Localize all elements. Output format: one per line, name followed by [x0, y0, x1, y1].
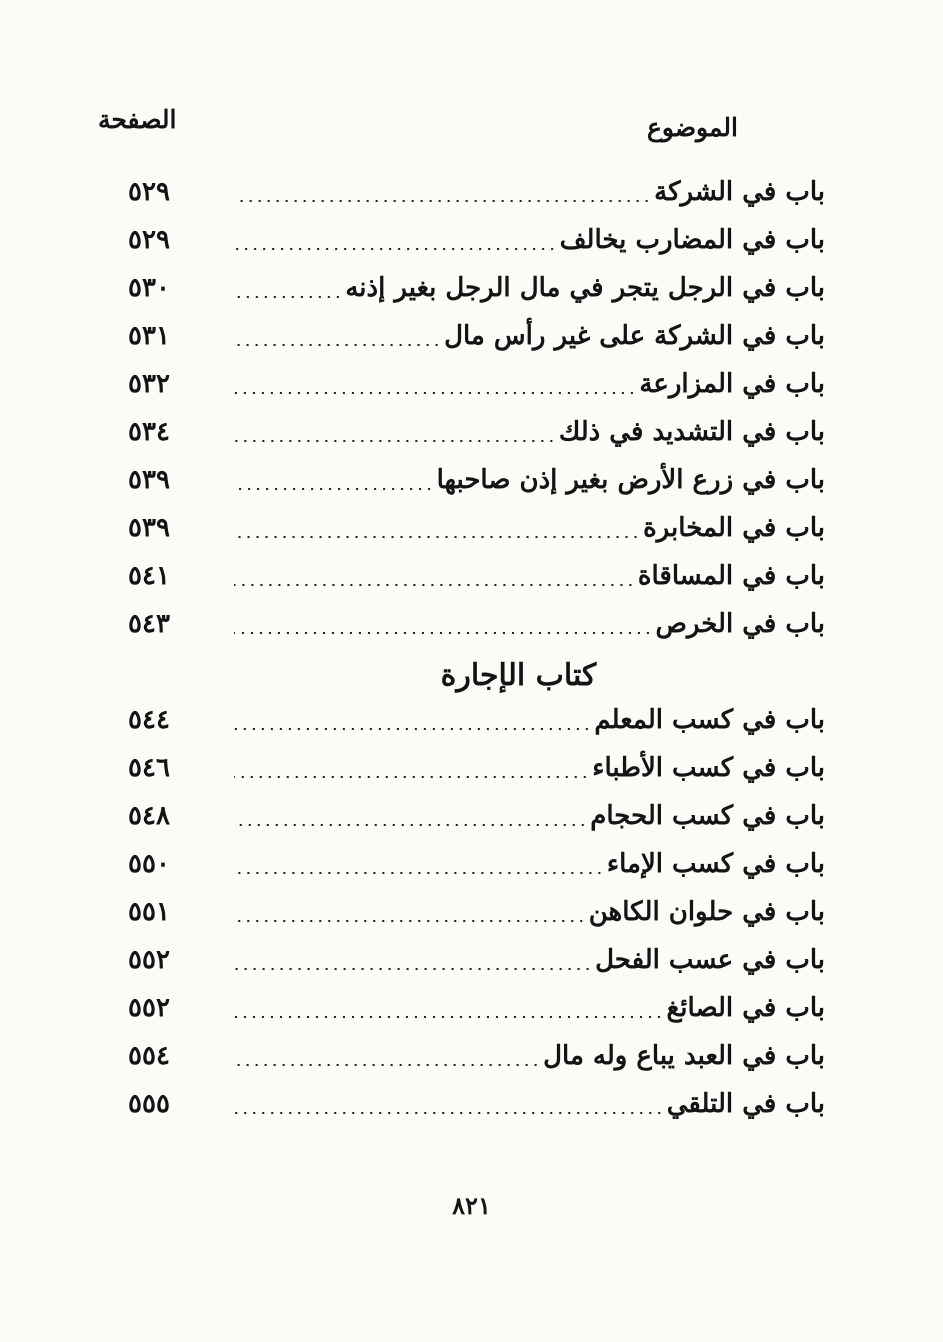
entry-title: باب في التشديد في ذلك	[558, 417, 825, 447]
dot-leader	[234, 920, 586, 922]
entry-title: باب في عسب الفحل	[595, 945, 825, 975]
toc-entry[interactable]	[0, 172, 943, 212]
section-heading-text: كتاب الإجارة	[440, 658, 597, 693]
entry-page-number: ٥٢٩	[128, 225, 170, 255]
entry-page-number: ٥٢٩	[128, 177, 170, 207]
page-number: ٨٢١	[452, 1191, 491, 1220]
section-heading	[0, 654, 943, 698]
entry-page-number: ٥٤٦	[128, 753, 170, 783]
entry-title: باب في التلقي	[666, 1089, 825, 1119]
entry-title: باب في المساقاة	[637, 561, 825, 591]
entry-page-number: ٥٥١	[128, 897, 170, 927]
dot-leader	[234, 584, 635, 586]
entry-page-number: ٥٣٤	[128, 417, 170, 447]
entry-page-number: ٥٥٤	[128, 1041, 170, 1071]
entry-title: باب في الشركة على غير رأس مال	[444, 321, 825, 351]
entry-title: باب في زرع الأرض بغير إذن صاحبها	[436, 465, 825, 495]
entry-page-number: ٥٣٩	[128, 465, 170, 495]
dot-leader	[234, 440, 556, 442]
entry-title: باب في العبد يباع وله مال	[543, 1041, 825, 1071]
entry-page-number: ٥٣١	[128, 321, 170, 351]
toc-entry[interactable]	[0, 460, 943, 500]
toc-entry[interactable]	[0, 1036, 943, 1076]
dot-leader	[234, 536, 640, 538]
page-column-header: الصفحة	[98, 105, 177, 134]
entry-page-number: ٥٥٢	[128, 993, 170, 1023]
entry-page-number: ٥٥٠	[128, 849, 170, 879]
toc-entry[interactable]	[0, 556, 943, 596]
entry-title: باب في الشركة	[654, 177, 825, 207]
toc-entry[interactable]	[0, 748, 943, 788]
entry-page-number: ٥٤١	[128, 561, 170, 591]
entry-page-number: ٥٤٨	[128, 801, 170, 831]
toc-entry[interactable]	[0, 364, 943, 404]
dot-leader	[234, 488, 434, 490]
entry-title: باب في الرجل يتجر في مال الرجل بغير إذنه	[345, 273, 825, 303]
dot-leader	[234, 968, 592, 970]
toc-entry[interactable]	[0, 796, 943, 836]
dot-leader	[234, 728, 591, 730]
toc-entry[interactable]	[0, 604, 943, 644]
entry-title: باب في كسب المعلم	[594, 705, 825, 735]
entry-title: باب في كسب الحجام	[590, 801, 825, 831]
toc-entry[interactable]	[0, 268, 943, 308]
entry-title: باب في المزارعة	[639, 369, 825, 399]
toc-entry[interactable]	[0, 316, 943, 356]
dot-leader	[234, 248, 557, 250]
toc-entry[interactable]	[0, 1084, 943, 1124]
dot-leader	[234, 1016, 663, 1018]
toc-entry[interactable]	[0, 892, 943, 932]
entry-title: باب في المخابرة	[643, 513, 825, 543]
toc-entry[interactable]	[0, 412, 943, 452]
dot-leader	[234, 392, 636, 394]
entry-title: باب في الصائغ	[666, 993, 825, 1023]
entry-page-number: ٥٣٩	[128, 513, 170, 543]
entry-title: باب في كسب الأطباء	[592, 753, 825, 783]
dot-leader	[234, 1064, 540, 1066]
dot-leader	[234, 776, 589, 778]
dot-leader	[234, 296, 342, 298]
entry-page-number: ٥٤٤	[128, 705, 170, 735]
dot-leader	[234, 344, 441, 346]
entry-page-number: ٥٤٣	[128, 609, 170, 639]
dot-leader	[234, 200, 651, 202]
entry-title: باب في الخرص	[655, 609, 825, 639]
toc-entry[interactable]	[0, 220, 943, 260]
toc-entry[interactable]	[0, 988, 943, 1028]
toc-entry[interactable]	[0, 700, 943, 740]
entry-title: باب في كسب الإماء	[606, 849, 825, 879]
dot-leader	[234, 632, 652, 634]
topic-column-header: الموضوع	[647, 113, 738, 142]
dot-leader	[234, 824, 587, 826]
entry-page-number: ٥٥٥	[128, 1089, 170, 1119]
dot-leader	[234, 1112, 664, 1114]
toc-entry[interactable]	[0, 844, 943, 884]
dot-leader	[234, 872, 604, 874]
entry-page-number: ٥٥٢	[128, 945, 170, 975]
entry-page-number: ٥٣٠	[128, 273, 170, 303]
entry-title: باب في حلوان الكاهن	[588, 897, 825, 927]
entry-page-number: ٥٣٢	[128, 369, 170, 399]
toc-entry[interactable]	[0, 508, 943, 548]
toc-entry[interactable]	[0, 940, 943, 980]
entry-title: باب في المضارب يخالف	[559, 225, 825, 255]
